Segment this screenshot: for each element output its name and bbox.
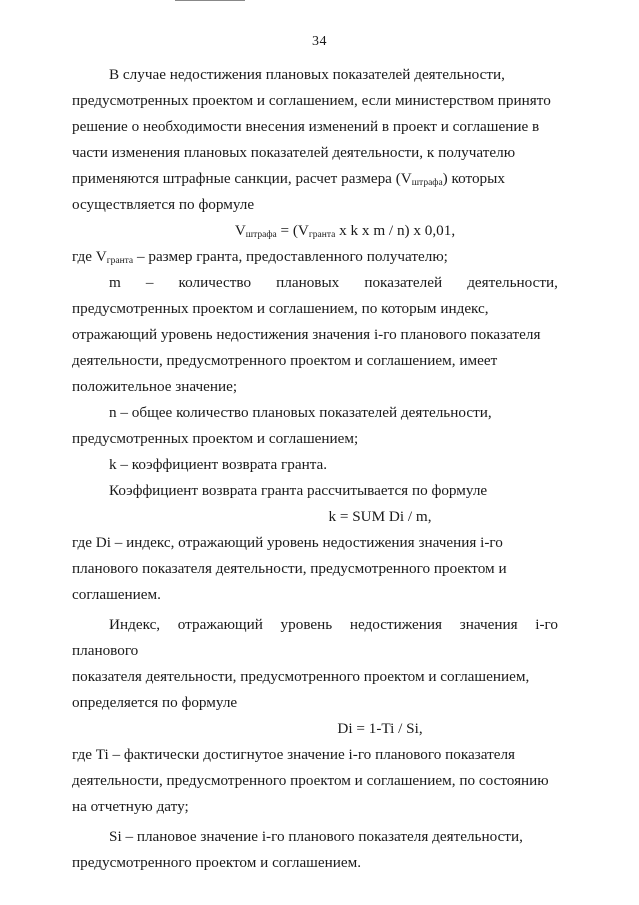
subscript: гранта <box>106 256 134 266</box>
text-fragment: применяются штрафные санкции, расчет размера (V <box>72 170 412 187</box>
text-line: предусмотренных проектом и соглашением, если министерством принято <box>72 92 551 109</box>
subscript: штрафа <box>245 230 277 240</box>
text-line: Индекс, отражающий уровень недостижения значения i-го планового <box>72 616 558 659</box>
text-line <box>72 270 558 296</box>
text-line: предусмотренных проектом и соглашением, по которым индекс, <box>72 300 489 317</box>
definition-k: k – коэффициент возврата гранта. <box>109 456 328 473</box>
text-line: планового показателя деятельности, предусмотренного проектом и <box>72 560 507 577</box>
word: деятельности, <box>467 274 558 291</box>
text-line: соглашением. <box>72 586 161 603</box>
word: показателей <box>364 274 443 291</box>
word: – <box>145 274 154 291</box>
text-line: показателя деятельности, предусмотренного проектом и соглашением, <box>72 668 530 685</box>
definition-n <box>72 400 558 452</box>
formula-k: k = SUM Di / m, <box>328 508 432 525</box>
text-line: предусмотренного проектом и соглашением. <box>72 854 362 871</box>
text-line: деятельности, предусмотренного проектом и соглашением, по состоянию <box>72 772 549 789</box>
text-line: решение о необходимости внесения изменений в проект и соглашение в <box>72 118 540 135</box>
formula-part: x k x m / n) x 0,01, <box>335 222 456 239</box>
text-line: осуществляется по формуле <box>72 196 255 213</box>
text-line: где Di – индекс, отражающий уровень недостижения значения i-го <box>72 534 503 551</box>
text-line: В случае недостижения плановых показателей деятельности, <box>109 66 505 83</box>
word: m <box>109 274 121 291</box>
definition-ti <box>72 742 558 820</box>
word: количество <box>178 274 252 291</box>
document-body <box>72 62 558 876</box>
text-fragment: – размер гранта, предоставленного получателю; <box>133 248 448 265</box>
paragraph-k-intro: Коэффициент возврата гранта рассчитывается по формуле <box>109 482 488 499</box>
formula-penalty <box>72 218 558 244</box>
text-line: отражающий уровень недостижения значения i-го планового показателя <box>72 326 541 343</box>
definition-si <box>72 824 558 876</box>
formula-part: V <box>234 222 246 239</box>
text-line: положительное значение; <box>72 378 238 395</box>
text-line: на отчетную дату; <box>72 798 189 815</box>
text-line: деятельности, предусмотренного проектом и соглашением, имеет <box>72 352 498 369</box>
definition-m <box>72 270 558 400</box>
text-line: предусмотренных проектом и соглашением; <box>72 430 359 447</box>
subscript: гранта <box>308 230 336 240</box>
text-line: где Ti – фактически достигнутое значение i-го планового показателя <box>72 746 516 763</box>
text-line: части изменения плановых показателей деятельности, к получателю <box>72 144 516 161</box>
definition-v-grant <box>72 244 558 270</box>
text-line <box>72 166 558 192</box>
definition-di <box>72 530 558 608</box>
text-line: n – общее количество плановых показателей деятельности, <box>109 404 492 421</box>
formula-di: Di = 1-Ti / Si, <box>337 720 423 737</box>
paragraph-index-intro <box>72 612 558 716</box>
text-fragment: где V <box>72 248 107 265</box>
page-number: 34 <box>312 34 327 49</box>
formula-part: = (V <box>276 222 309 239</box>
paragraph-penalty-intro <box>72 62 558 218</box>
word: плановых <box>276 274 340 291</box>
text-line: Si – плановое значение i-го планового показателя деятельности, <box>109 828 523 845</box>
text-line: определяется по формуле <box>72 694 238 711</box>
subscript: штрафа <box>411 178 443 188</box>
text-fragment: ) которых <box>442 170 505 187</box>
